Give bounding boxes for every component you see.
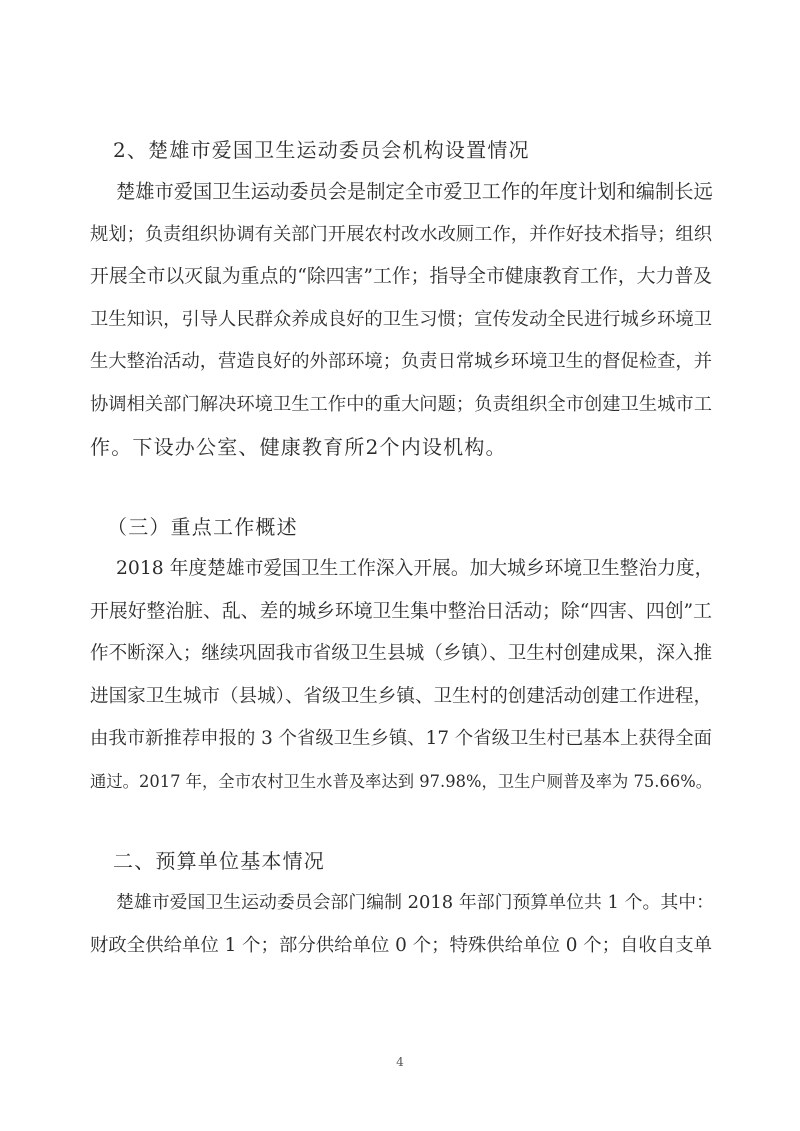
section-heading-org-setup: 2、楚雄市爱国卫生运动委员会机构设置情况 <box>113 138 530 162</box>
paragraph-line: 楚雄市爱国卫生运动委员会部门编制 2018 年部门预算单位共 1 个。其中： <box>116 892 714 913</box>
paragraph-line: 由我市新推荐申报的 3 个省级卫生乡镇、17 个省级卫生村已基本上获得全面 <box>90 728 712 749</box>
paragraph-line: 作不断深入；继续巩固我市省级卫生县城（乡镇）、卫生村创建成果，深入推 <box>90 643 712 664</box>
paragraph-budget-units <box>90 882 712 967</box>
page-number: 4 <box>396 1055 404 1069</box>
paragraph-line: 楚雄市爱国卫生运动委员会是制定全市爱卫工作的年度计划和编制长远 <box>116 180 713 203</box>
paragraph-line: 进国家卫生城市（县城）、省级卫生乡镇、卫生村的创建活动创建工作进程， <box>90 685 712 707</box>
paragraph-line: 协调相关部门解决环境卫生工作中的重大问题；负责组织全市创建卫生城市工 <box>90 393 712 415</box>
paragraph-key-work <box>90 548 712 803</box>
paragraph-line: 规划；负责组织协调有关部门开展农村改水改厕工作，并作好技术指导；组织 <box>90 223 712 245</box>
paragraph-line: 财政全供给单位 1 个；部分供给单位 0 个；特殊供给单位 0 个；自收自支单 <box>90 934 712 956</box>
paragraph-org-duties <box>90 171 712 469</box>
paragraph-line: 作。下设办公室、健康教育所2个内设机构。 <box>90 435 507 459</box>
paragraph-line: 卫生知识，引导人民群众养成良好的卫生习惯；宣传发动全民进行城乡环境卫 <box>90 308 712 330</box>
section-heading-key-work: （三）重点工作概述 <box>107 515 298 539</box>
paragraph-line: 生大整治活动，营造良好的外部环境；负责日常城乡环境卫生的督促检查，并 <box>90 351 712 372</box>
paragraph-line: 开展全市以灭鼠为重点的“除四害”工作；指导全市健康教育工作，大力普及 <box>90 266 712 287</box>
section-heading-budget-units: 二、预算单位基本情况 <box>113 849 325 873</box>
paragraph-line: 开展好整治脏、乱、差的城乡环境卫生集中整治日活动；除“四害、四创”工 <box>90 600 712 622</box>
paragraph-line: 2018 年度楚雄市爱国卫生工作深入开展。加大城乡环境卫生整治力度， <box>116 558 714 579</box>
paragraph-line: 通过。2017 年，全市农村卫生水普及率达到 97.98%，卫生户厕普及率为 75.66%。 <box>90 771 712 791</box>
